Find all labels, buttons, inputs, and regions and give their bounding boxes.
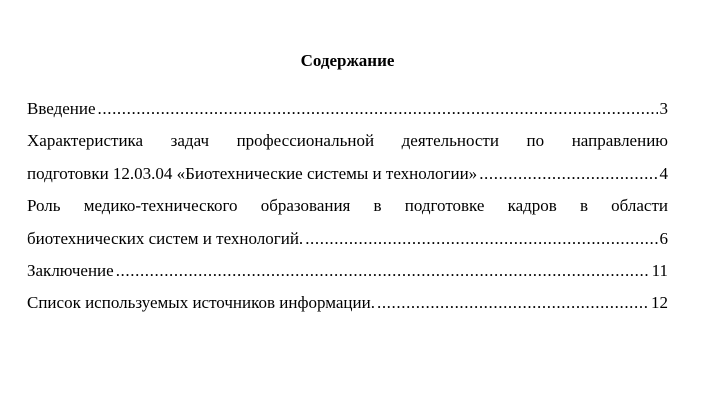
- dot-leader: [305, 223, 657, 255]
- dot-leader: [116, 255, 650, 287]
- toc-page-number: 3: [659, 99, 668, 118]
- toc-title: Содержание: [300, 51, 395, 70]
- toc-entry-professional-tasks[interactable]: [27, 125, 668, 190]
- dot-leader: [377, 287, 649, 319]
- toc-line-wrapped: Роль медико-технического образования в подготовке кадров в области: [27, 196, 668, 216]
- toc-entry-title: биотехнических систем и технологий.: [27, 228, 304, 248]
- toc-entry-references[interactable]: [27, 287, 668, 319]
- toc-line: [27, 255, 668, 287]
- toc-entry-introduction[interactable]: [27, 93, 668, 125]
- toc-entry-conclusion[interactable]: [27, 255, 668, 287]
- toc-page-number: 12: [651, 293, 668, 313]
- toc-entry-title: подготовки 12.03.04 «Биотехнические системы и технологии»: [27, 163, 478, 183]
- toc-page-number: 11: [651, 260, 668, 280]
- toc-entry-title: Заключение: [27, 260, 114, 280]
- toc-line: [27, 158, 668, 190]
- toc-entry-title: Список используемых источников информации.: [27, 293, 375, 313]
- toc-page-number: 6: [659, 228, 668, 248]
- toc-line-wrapped: Характеристика задач профессиональной деятельности по направлению: [27, 131, 668, 151]
- toc-line: [27, 93, 668, 125]
- toc-line: [27, 223, 668, 255]
- toc-entry-medical-education[interactable]: [27, 190, 668, 255]
- toc-list: [27, 93, 668, 320]
- dot-leader: [479, 158, 657, 190]
- toc-page-number: 4: [659, 163, 668, 183]
- dot-leader: [98, 93, 658, 125]
- toc-entry-title: Введение: [27, 99, 96, 118]
- toc-line: [27, 287, 668, 319]
